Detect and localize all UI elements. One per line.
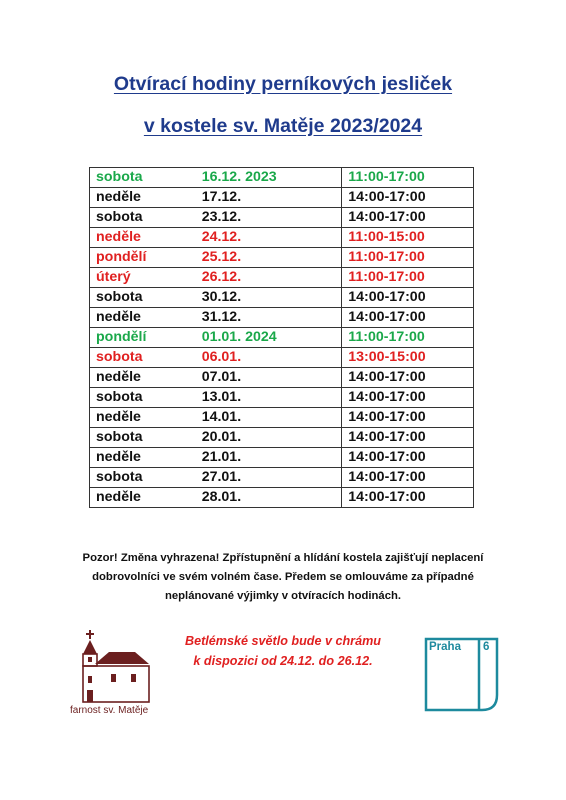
schedule-day: sobota xyxy=(90,428,196,448)
schedule-day: neděle xyxy=(90,188,196,208)
schedule-row xyxy=(90,168,474,188)
notice-line: neplánované výjimky v otvíracích hodinách. xyxy=(164,590,402,602)
schedule-table xyxy=(89,167,474,508)
schedule-time: 14:00-17:00 xyxy=(342,488,474,508)
schedule-date: 25.12. xyxy=(196,248,342,268)
schedule-day: neděle xyxy=(90,448,196,468)
page-subtitle: v kostele sv. Matěje 2023/2024 xyxy=(143,115,423,137)
schedule-time: 11:00-15:00 xyxy=(342,228,474,248)
light-line: k dispozici od 24.12. do 26.12. xyxy=(193,654,373,668)
schedule-time: 14:00-17:00 xyxy=(342,208,474,228)
notice-line: dobrovolníci ve svém volném čase. Předem se omlouváme za případné xyxy=(92,571,474,583)
schedule-time: 14:00-17:00 xyxy=(342,188,474,208)
schedule-date: 28.01. xyxy=(196,488,342,508)
schedule-row xyxy=(90,388,474,408)
schedule-day: neděle xyxy=(90,408,196,428)
schedule-time: 14:00-17:00 xyxy=(342,308,474,328)
schedule-day: neděle xyxy=(90,368,196,388)
schedule-day: pondělí xyxy=(90,328,196,348)
schedule-date: 13.01. xyxy=(196,388,342,408)
schedule-time: 14:00-17:00 xyxy=(342,388,474,408)
schedule-date: 16.12. 2023 xyxy=(196,168,342,188)
schedule-day: sobota xyxy=(90,208,196,228)
schedule-row xyxy=(90,448,474,468)
schedule-day: sobota xyxy=(90,388,196,408)
notice-text xyxy=(60,549,506,606)
schedule-day: neděle xyxy=(90,228,196,248)
schedule-date: 20.01. xyxy=(196,428,342,448)
schedule-row xyxy=(90,428,474,448)
light-line: Betlémské světlo bude v chrámu xyxy=(185,634,381,648)
schedule-day: sobota xyxy=(90,348,196,368)
schedule-day: sobota xyxy=(90,288,196,308)
schedule-row xyxy=(90,488,474,508)
schedule-row xyxy=(90,468,474,488)
schedule-time: 14:00-17:00 xyxy=(342,408,474,428)
schedule-day: sobota xyxy=(90,468,196,488)
schedule-day: sobota xyxy=(90,168,196,188)
schedule-time: 11:00-17:00 xyxy=(342,248,474,268)
schedule-time: 13:00-15:00 xyxy=(342,348,474,368)
schedule-date: 07.01. xyxy=(196,368,342,388)
schedule-time: 14:00-17:00 xyxy=(342,288,474,308)
church-logo-icon xyxy=(75,630,155,706)
schedule-date: 01.01. 2024 xyxy=(196,328,342,348)
schedule-time: 11:00-17:00 xyxy=(342,168,474,188)
bethlehem-light-note xyxy=(150,631,416,671)
schedule-date: 14.01. xyxy=(196,408,342,428)
schedule-row xyxy=(90,268,474,288)
praha-logo-text: Praha xyxy=(429,641,461,653)
schedule-time: 14:00-17:00 xyxy=(342,448,474,468)
praha-logo-number: 6 xyxy=(483,641,490,653)
schedule-date: 27.01. xyxy=(196,468,342,488)
schedule-date: 30.12. xyxy=(196,288,342,308)
schedule-day: pondělí xyxy=(90,248,196,268)
schedule-time: 14:00-17:00 xyxy=(342,428,474,448)
schedule-date: 24.12. xyxy=(196,228,342,248)
schedule-date: 23.12. xyxy=(196,208,342,228)
schedule-time: 11:00-17:00 xyxy=(342,328,474,348)
schedule-row xyxy=(90,348,474,368)
schedule-row xyxy=(90,208,474,228)
schedule-day: úterý xyxy=(90,268,196,288)
schedule-day: neděle xyxy=(90,308,196,328)
schedule-time: 14:00-17:00 xyxy=(342,368,474,388)
schedule-row xyxy=(90,408,474,428)
schedule-date: 17.12. xyxy=(196,188,342,208)
schedule-row xyxy=(90,188,474,208)
schedule-row xyxy=(90,328,474,348)
schedule-row xyxy=(90,288,474,308)
schedule-date: 06.01. xyxy=(196,348,342,368)
schedule-row xyxy=(90,308,474,328)
schedule-date: 21.01. xyxy=(196,448,342,468)
schedule-time: 11:00-17:00 xyxy=(342,268,474,288)
schedule-time: 14:00-17:00 xyxy=(342,468,474,488)
schedule-row xyxy=(90,228,474,248)
schedule-row xyxy=(90,368,474,388)
schedule-date: 31.12. xyxy=(196,308,342,328)
schedule-date: 26.12. xyxy=(196,268,342,288)
schedule-day: neděle xyxy=(90,488,196,508)
page-title: Otvírací hodiny perníkových jesliček xyxy=(113,73,453,95)
parish-logo-text: farnost sv. Matěje xyxy=(70,705,149,716)
notice-line: Pozor! Změna vyhrazena! Zpřístupnění a hlídání kostela zajišťují neplacení xyxy=(82,552,484,564)
schedule-row xyxy=(90,248,474,268)
